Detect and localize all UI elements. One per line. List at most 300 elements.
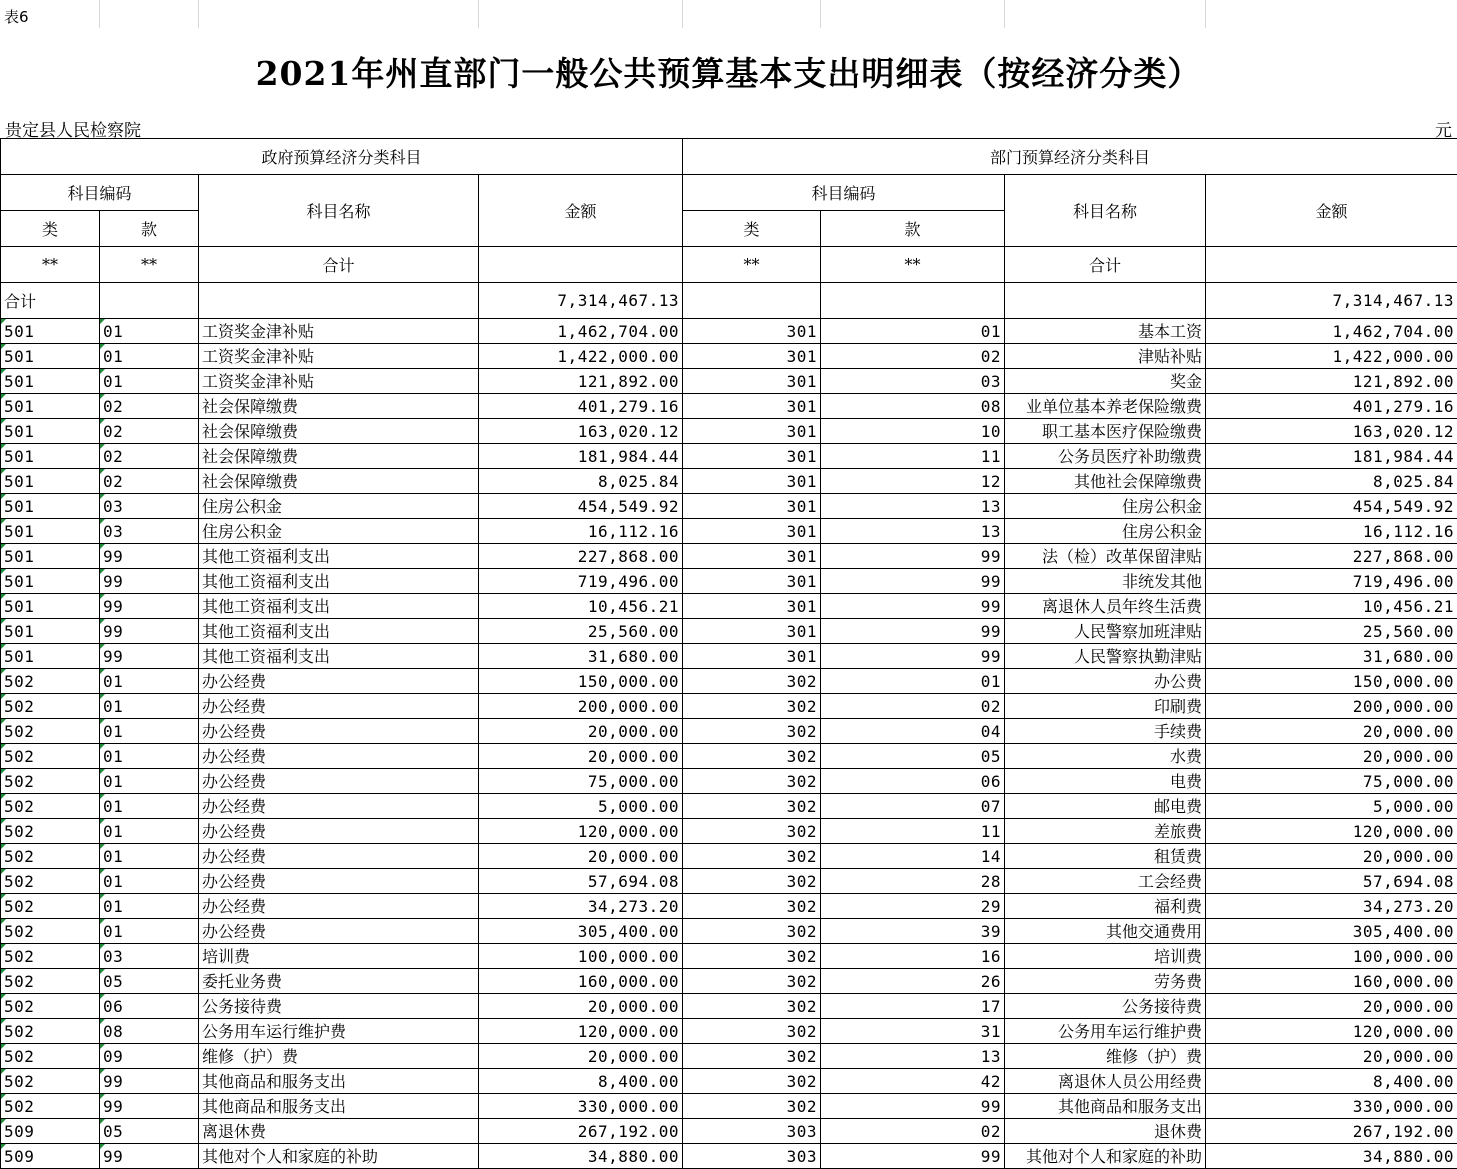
gov-amount-cell: 330,000.00 — [479, 1094, 683, 1119]
gov-name-cell: 公务用车运行维护费 — [199, 1019, 479, 1044]
gov-amount-cell: 20,000.00 — [479, 844, 683, 869]
dept-class-cell: 302 — [683, 944, 821, 969]
dept-item-cell: 02 — [821, 344, 1005, 369]
gov-item-cell: 03 — [100, 944, 199, 969]
gov-class-cell: 502 — [1, 944, 100, 969]
dept-amount-cell: 150,000.00 — [1206, 669, 1457, 694]
gov-section-header: 政府预算经济分类科目 — [1, 139, 683, 175]
gov-item-cell: 01 — [100, 319, 199, 344]
dept-item-star: ** — [821, 247, 1005, 283]
dept-name-cell: 公务员医疗补助缴费 — [1005, 444, 1206, 469]
dept-amount-cell: 330,000.00 — [1206, 1094, 1457, 1119]
dept-class-cell: 302 — [683, 1044, 821, 1069]
dept-item-cell: 13 — [821, 519, 1005, 544]
gov-name-header: 科目名称 — [199, 175, 479, 247]
dept-name-cell: 维修（护）费 — [1005, 1044, 1206, 1069]
gov-name-cell: 办公经费 — [199, 744, 479, 769]
dept-name-cell: 津贴补贴 — [1005, 344, 1206, 369]
gov-item-cell: 05 — [100, 1119, 199, 1144]
gov-name-cell: 办公经费 — [199, 694, 479, 719]
dept-amount-cell: 20,000.00 — [1206, 1044, 1457, 1069]
gov-item-cell: 99 — [100, 1094, 199, 1119]
dept-amount-cell: 20,000.00 — [1206, 719, 1457, 744]
gov-amount-cell: 181,984.44 — [479, 444, 683, 469]
summary-blank — [821, 283, 1005, 319]
dept-class-cell: 301 — [683, 519, 821, 544]
table-row — [1, 919, 1457, 944]
dept-amount-cell: 8,400.00 — [1206, 1069, 1457, 1094]
dept-name-cell: 人民警察执勤津贴 — [1005, 644, 1206, 669]
gov-item-cell: 03 — [100, 494, 199, 519]
gov-item-cell: 99 — [100, 544, 199, 569]
table-row — [1, 769, 1457, 794]
gov-amount-cell: 160,000.00 — [479, 969, 683, 994]
dept-name-cell: 印刷费 — [1005, 694, 1206, 719]
dept-amount-cell: 20,000.00 — [1206, 844, 1457, 869]
gov-item-cell: 01 — [100, 819, 199, 844]
dept-item-cell: 39 — [821, 919, 1005, 944]
gov-name-cell: 其他对个人和家庭的补助 — [199, 1144, 479, 1169]
dept-name-cell: 业单位基本养老保险缴费 — [1005, 394, 1206, 419]
gov-item-cell: 01 — [100, 719, 199, 744]
dept-amount-cell: 121,892.00 — [1206, 369, 1457, 394]
dept-class-cell: 302 — [683, 819, 821, 844]
gov-class-cell: 501 — [1, 419, 100, 444]
dept-item-cell: 14 — [821, 844, 1005, 869]
gov-class-cell: 501 — [1, 519, 100, 544]
dept-amount-cell: 120,000.00 — [1206, 819, 1457, 844]
summary-label: 合计 — [1, 283, 100, 319]
dept-class-cell: 301 — [683, 444, 821, 469]
dept-amount-cell: 57,694.08 — [1206, 869, 1457, 894]
dept-class-cell: 302 — [683, 1094, 821, 1119]
gov-amount-cell: 34,880.00 — [479, 1144, 683, 1169]
gov-amount-cell: 57,694.08 — [479, 869, 683, 894]
gov-amount-cell: 75,000.00 — [479, 769, 683, 794]
table-row — [1, 819, 1457, 844]
dept-class-cell: 301 — [683, 644, 821, 669]
dept-amount-cell: 1,462,704.00 — [1206, 319, 1457, 344]
dept-name-cell: 租赁费 — [1005, 844, 1206, 869]
gov-amount-cell: 150,000.00 — [479, 669, 683, 694]
summary-dept-amount: 7,314,467.13 — [1206, 283, 1457, 319]
gov-item-cell: 02 — [100, 394, 199, 419]
gov-name-cell: 其他工资福利支出 — [199, 544, 479, 569]
gov-class-cell: 502 — [1, 1019, 100, 1044]
dept-class-cell: 301 — [683, 344, 821, 369]
dept-name-cell: 公务用车运行维护费 — [1005, 1019, 1206, 1044]
dept-name-cell: 职工基本医疗保险缴费 — [1005, 419, 1206, 444]
gov-name-cell: 办公经费 — [199, 869, 479, 894]
gov-item-star: ** — [100, 247, 199, 283]
gov-item-cell: 02 — [100, 419, 199, 444]
gov-class-cell: 502 — [1, 769, 100, 794]
table-row — [1, 344, 1457, 369]
dept-amount-cell: 200,000.00 — [1206, 694, 1457, 719]
gov-name-cell: 办公经费 — [199, 894, 479, 919]
gov-class-cell: 501 — [1, 594, 100, 619]
dept-item-cell: 08 — [821, 394, 1005, 419]
gov-item-cell: 03 — [100, 519, 199, 544]
gov-item-cell: 99 — [100, 619, 199, 644]
gov-amount-cell: 20,000.00 — [479, 994, 683, 1019]
dept-item-cell: 03 — [821, 369, 1005, 394]
dept-item-cell: 28 — [821, 869, 1005, 894]
gov-name-cell: 工资奖金津补贴 — [199, 319, 479, 344]
dept-item-cell: 06 — [821, 769, 1005, 794]
gov-item-cell: 99 — [100, 594, 199, 619]
dept-amount-cell: 100,000.00 — [1206, 944, 1457, 969]
gov-amount-cell: 305,400.00 — [479, 919, 683, 944]
gov-name-cell: 办公经费 — [199, 844, 479, 869]
dept-item-cell: 99 — [821, 569, 1005, 594]
gov-amount-cell: 163,020.12 — [479, 419, 683, 444]
gov-amount-cell: 121,892.00 — [479, 369, 683, 394]
gov-class-cell: 501 — [1, 344, 100, 369]
gov-amount-cell: 34,273.20 — [479, 894, 683, 919]
gov-name-cell: 工资奖金津补贴 — [199, 344, 479, 369]
dept-name-cell: 其他对个人和家庭的补助 — [1005, 1144, 1206, 1169]
table-row — [1, 719, 1457, 744]
dept-name-cell: 非统发其他 — [1005, 569, 1206, 594]
summary-blank — [1005, 283, 1206, 319]
table-row — [1, 494, 1457, 519]
gov-amount-cell: 8,025.84 — [479, 469, 683, 494]
gov-class-cell: 502 — [1, 794, 100, 819]
dept-item-cell: 99 — [821, 644, 1005, 669]
dept-class-header: 类 — [683, 211, 821, 247]
dept-item-cell: 26 — [821, 969, 1005, 994]
gov-item-cell: 08 — [100, 1019, 199, 1044]
dept-class-cell: 302 — [683, 969, 821, 994]
gov-item-cell: 01 — [100, 769, 199, 794]
dept-name-cell: 水费 — [1005, 744, 1206, 769]
dept-class-cell: 302 — [683, 994, 821, 1019]
dept-name-cell: 离退休人员公用经费 — [1005, 1069, 1206, 1094]
gov-amount-cell: 100,000.00 — [479, 944, 683, 969]
gov-class-cell: 501 — [1, 394, 100, 419]
table-row — [1, 844, 1457, 869]
dept-amount-cell: 401,279.16 — [1206, 394, 1457, 419]
gov-class-cell: 502 — [1, 894, 100, 919]
dept-amount-cell: 267,192.00 — [1206, 1119, 1457, 1144]
table-row — [1, 1044, 1457, 1069]
gov-item-cell: 01 — [100, 744, 199, 769]
gov-amount-cell: 20,000.00 — [479, 719, 683, 744]
dept-class-cell: 302 — [683, 769, 821, 794]
dept-class-cell: 301 — [683, 594, 821, 619]
gov-item-cell: 01 — [100, 369, 199, 394]
gov-class-cell: 509 — [1, 1119, 100, 1144]
gov-name-cell: 社会保障缴费 — [199, 469, 479, 494]
gov-name-cell: 离退休费 — [199, 1119, 479, 1144]
gov-name-cell: 委托业务费 — [199, 969, 479, 994]
gov-class-cell: 501 — [1, 319, 100, 344]
gov-name-cell: 其他商品和服务支出 — [199, 1069, 479, 1094]
gov-name-cell: 办公经费 — [199, 769, 479, 794]
gov-amount-cell: 227,868.00 — [479, 544, 683, 569]
gov-amount-cell: 401,279.16 — [479, 394, 683, 419]
gov-class-header: 类 — [1, 211, 100, 247]
table-row — [1, 319, 1457, 344]
gov-amount-cell: 267,192.00 — [479, 1119, 683, 1144]
gov-item-cell: 06 — [100, 994, 199, 1019]
dept-name-cell: 离退休人员年终生活费 — [1005, 594, 1206, 619]
gov-item-cell: 01 — [100, 694, 199, 719]
dept-name-cell: 住房公积金 — [1005, 494, 1206, 519]
gov-class-cell: 502 — [1, 744, 100, 769]
dept-item-cell: 07 — [821, 794, 1005, 819]
table-row — [1, 644, 1457, 669]
gov-name-cell: 工资奖金津补贴 — [199, 369, 479, 394]
gov-total-blank — [479, 247, 683, 283]
dept-class-cell: 302 — [683, 744, 821, 769]
gov-name-cell: 其他商品和服务支出 — [199, 1094, 479, 1119]
dept-class-cell: 301 — [683, 469, 821, 494]
gov-amount-cell: 120,000.00 — [479, 819, 683, 844]
gov-amount-cell: 719,496.00 — [479, 569, 683, 594]
dept-name-cell: 培训费 — [1005, 944, 1206, 969]
dept-item-cell: 13 — [821, 494, 1005, 519]
gov-name-cell: 社会保障缴费 — [199, 394, 479, 419]
table-row — [1, 1144, 1457, 1169]
gov-amount-cell: 25,560.00 — [479, 619, 683, 644]
dept-name-cell: 公务接待费 — [1005, 994, 1206, 1019]
dept-total-blank — [1206, 247, 1457, 283]
gov-name-cell: 社会保障缴费 — [199, 419, 479, 444]
dept-item-cell: 01 — [821, 319, 1005, 344]
gov-amount-cell: 16,112.16 — [479, 519, 683, 544]
dept-class-cell: 302 — [683, 919, 821, 944]
gov-amount-cell: 1,462,704.00 — [479, 319, 683, 344]
dept-item-cell: 31 — [821, 1019, 1005, 1044]
table-row — [1, 794, 1457, 819]
dept-class-cell: 301 — [683, 394, 821, 419]
dept-class-cell: 302 — [683, 869, 821, 894]
dept-amount-cell: 8,025.84 — [1206, 469, 1457, 494]
table-row — [1, 894, 1457, 919]
gov-name-cell: 办公经费 — [199, 794, 479, 819]
dept-amount-cell: 5,000.00 — [1206, 794, 1457, 819]
table-row — [1, 544, 1457, 569]
dept-class-cell: 302 — [683, 1069, 821, 1094]
dept-item-cell: 04 — [821, 719, 1005, 744]
table-row — [1, 1094, 1457, 1119]
gov-amount-cell: 200,000.00 — [479, 694, 683, 719]
dept-amount-cell: 719,496.00 — [1206, 569, 1457, 594]
gov-item-cell: 01 — [100, 869, 199, 894]
gov-class-cell: 502 — [1, 1044, 100, 1069]
dept-item-cell: 17 — [821, 994, 1005, 1019]
table-row — [1, 469, 1457, 494]
dept-amount-cell: 16,112.16 — [1206, 519, 1457, 544]
table-row — [1, 619, 1457, 644]
dept-item-cell: 29 — [821, 894, 1005, 919]
dept-name-cell: 电费 — [1005, 769, 1206, 794]
dept-total-label: 合计 — [1005, 247, 1206, 283]
gov-class-cell: 501 — [1, 444, 100, 469]
dept-class-cell: 301 — [683, 369, 821, 394]
dept-name-cell: 基本工资 — [1005, 319, 1206, 344]
gov-name-cell: 办公经费 — [199, 669, 479, 694]
gov-item-cell: 01 — [100, 669, 199, 694]
gov-class-cell: 502 — [1, 919, 100, 944]
dept-item-cell: 01 — [821, 669, 1005, 694]
gov-class-cell: 501 — [1, 569, 100, 594]
gov-amount-cell: 5,000.00 — [479, 794, 683, 819]
gov-class-cell: 502 — [1, 844, 100, 869]
dept-name-cell: 法（检）改革保留津贴 — [1005, 544, 1206, 569]
dept-class-cell: 302 — [683, 794, 821, 819]
dept-item-cell: 42 — [821, 1069, 1005, 1094]
dept-item-cell: 12 — [821, 469, 1005, 494]
gov-class-cell: 501 — [1, 369, 100, 394]
table-row — [1, 1069, 1457, 1094]
dept-class-cell: 302 — [683, 1019, 821, 1044]
summary-blank — [199, 283, 479, 319]
gov-total-label: 合计 — [199, 247, 479, 283]
dept-name-cell: 其他商品和服务支出 — [1005, 1094, 1206, 1119]
gov-amount-cell: 10,456.21 — [479, 594, 683, 619]
table-row — [1, 569, 1457, 594]
dept-name-cell: 其他社会保障缴费 — [1005, 469, 1206, 494]
table-row — [1, 1019, 1457, 1044]
dept-item-cell: 05 — [821, 744, 1005, 769]
dept-amount-cell: 163,020.12 — [1206, 419, 1457, 444]
gov-class-cell: 501 — [1, 494, 100, 519]
unit-name: 贵定县人民检察院 — [5, 121, 141, 141]
dept-class-cell: 301 — [683, 619, 821, 644]
dept-name-cell: 住房公积金 — [1005, 519, 1206, 544]
summary-blank — [683, 283, 821, 319]
gov-amount-cell: 20,000.00 — [479, 744, 683, 769]
dept-item-cell: 16 — [821, 944, 1005, 969]
dept-amount-cell: 227,868.00 — [1206, 544, 1457, 569]
gov-name-cell: 住房公积金 — [199, 519, 479, 544]
dept-item-cell: 02 — [821, 1119, 1005, 1144]
gov-name-cell: 公务接待费 — [199, 994, 479, 1019]
table-row — [1, 419, 1457, 444]
dept-amount-cell: 25,560.00 — [1206, 619, 1457, 644]
gov-item-header: 款 — [100, 211, 199, 247]
gov-amount-cell: 454,549.92 — [479, 494, 683, 519]
table-row — [1, 969, 1457, 994]
dept-class-cell: 303 — [683, 1119, 821, 1144]
table-row — [1, 394, 1457, 419]
dept-name-cell: 奖金 — [1005, 369, 1206, 394]
gov-name-cell: 维修（护）费 — [199, 1044, 479, 1069]
table-row — [1, 994, 1457, 1019]
gov-item-cell: 02 — [100, 444, 199, 469]
dept-item-cell: 11 — [821, 444, 1005, 469]
dept-item-cell: 02 — [821, 694, 1005, 719]
gov-item-cell: 99 — [100, 644, 199, 669]
table-row — [1, 944, 1457, 969]
table-row — [1, 1119, 1457, 1144]
table-row — [1, 694, 1457, 719]
dept-class-cell: 301 — [683, 544, 821, 569]
gov-name-cell: 社会保障缴费 — [199, 444, 479, 469]
dept-item-cell: 99 — [821, 594, 1005, 619]
dept-item-cell: 10 — [821, 419, 1005, 444]
dept-amount-cell: 305,400.00 — [1206, 919, 1457, 944]
dept-item-header: 款 — [821, 211, 1005, 247]
dept-name-header: 科目名称 — [1005, 175, 1206, 247]
gov-item-cell: 05 — [100, 969, 199, 994]
gov-class-cell: 502 — [1, 694, 100, 719]
dept-section-header: 部门预算经济分类科目 — [683, 139, 1457, 175]
dept-item-cell: 99 — [821, 619, 1005, 644]
gov-class-cell: 502 — [1, 1094, 100, 1119]
gov-amount-cell: 1,422,000.00 — [479, 344, 683, 369]
dept-amount-cell: 181,984.44 — [1206, 444, 1457, 469]
gov-name-cell: 办公经费 — [199, 719, 479, 744]
gov-class-cell: 502 — [1, 994, 100, 1019]
dept-class-cell: 302 — [683, 694, 821, 719]
gov-name-cell: 办公经费 — [199, 919, 479, 944]
dept-class-cell: 302 — [683, 719, 821, 744]
gov-item-cell: 99 — [100, 1144, 199, 1169]
dept-amount-cell: 31,680.00 — [1206, 644, 1457, 669]
gov-class-cell: 502 — [1, 969, 100, 994]
gov-name-cell: 其他工资福利支出 — [199, 594, 479, 619]
gov-class-cell: 502 — [1, 719, 100, 744]
currency-unit: 元 — [1435, 121, 1452, 141]
dept-item-cell: 99 — [821, 1094, 1005, 1119]
dept-amount-cell: 454,549.92 — [1206, 494, 1457, 519]
gov-item-cell: 01 — [100, 344, 199, 369]
gov-class-cell: 502 — [1, 669, 100, 694]
dept-name-cell: 人民警察加班津贴 — [1005, 619, 1206, 644]
gov-code-header: 科目编码 — [1, 175, 199, 211]
dept-amount-cell: 10,456.21 — [1206, 594, 1457, 619]
dept-item-cell: 13 — [821, 1044, 1005, 1069]
gov-name-cell: 住房公积金 — [199, 494, 479, 519]
gov-item-cell: 01 — [100, 919, 199, 944]
dept-class-star: ** — [683, 247, 821, 283]
dept-amount-cell: 75,000.00 — [1206, 769, 1457, 794]
dept-class-cell: 302 — [683, 894, 821, 919]
dept-name-cell: 邮电费 — [1005, 794, 1206, 819]
gov-item-cell: 01 — [100, 844, 199, 869]
budget-table — [0, 138, 1457, 1169]
gov-name-cell: 其他工资福利支出 — [199, 569, 479, 594]
gov-item-cell: 01 — [100, 894, 199, 919]
gov-name-cell: 其他工资福利支出 — [199, 644, 479, 669]
gov-amount-cell: 20,000.00 — [479, 1044, 683, 1069]
dept-item-cell: 11 — [821, 819, 1005, 844]
table-row — [1, 369, 1457, 394]
dept-name-cell: 差旅费 — [1005, 819, 1206, 844]
gov-class-cell: 502 — [1, 1069, 100, 1094]
dept-amount-cell: 120,000.00 — [1206, 1019, 1457, 1044]
dept-name-cell: 工会经费 — [1005, 869, 1206, 894]
table-row — [1, 669, 1457, 694]
dept-name-cell: 其他交通费用 — [1005, 919, 1206, 944]
dept-name-cell: 退休费 — [1005, 1119, 1206, 1144]
gov-item-cell: 99 — [100, 1069, 199, 1094]
gov-class-cell: 501 — [1, 469, 100, 494]
gov-item-cell: 09 — [100, 1044, 199, 1069]
summary-gov-amount: 7,314,467.13 — [479, 283, 683, 319]
gov-item-cell: 02 — [100, 469, 199, 494]
page-title: 2021年州直部门一般公共预算基本支出明细表（按经济分类） — [255, 54, 1202, 93]
gov-amount-cell: 31,680.00 — [479, 644, 683, 669]
gov-amount-cell: 8,400.00 — [479, 1069, 683, 1094]
dept-amount-header: 金额 — [1206, 175, 1457, 247]
dept-name-cell: 劳务费 — [1005, 969, 1206, 994]
dept-class-cell: 301 — [683, 569, 821, 594]
